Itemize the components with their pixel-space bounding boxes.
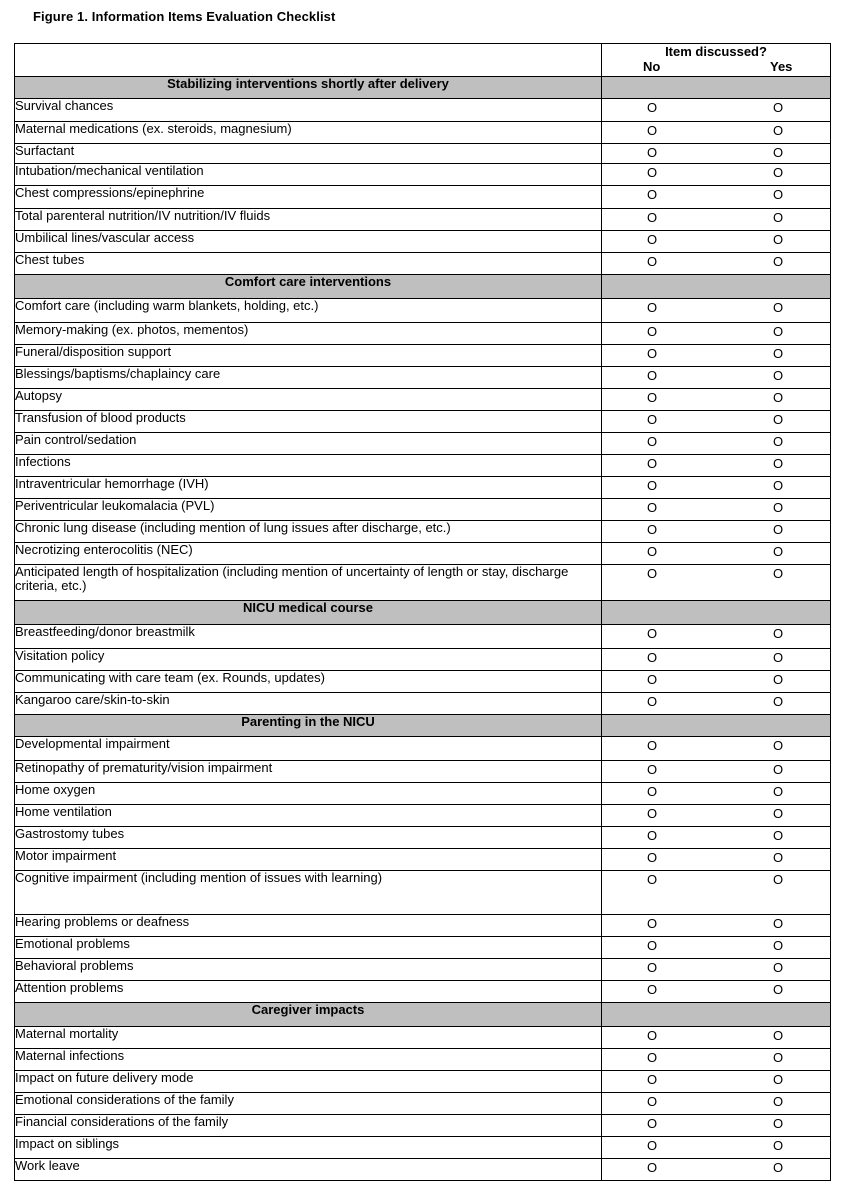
yes-radio-option[interactable]: O — [773, 828, 784, 843]
item-options — [602, 959, 831, 981]
item-label: Infections — [15, 455, 602, 477]
yes-radio-option[interactable]: O — [773, 346, 784, 361]
section-header-row — [15, 601, 831, 625]
item-options — [602, 981, 831, 1003]
checklist-table — [14, 43, 831, 1181]
table-row — [15, 521, 831, 543]
item-label: Emotional considerations of the family — [15, 1093, 602, 1115]
item-options — [602, 455, 831, 477]
table-row — [15, 299, 831, 323]
item-options — [602, 389, 831, 411]
table-row — [15, 389, 831, 411]
table-row — [15, 253, 831, 275]
item-options — [602, 323, 831, 345]
table-row — [15, 1049, 831, 1071]
table-row — [15, 625, 831, 649]
yes-radio-option[interactable]: O — [773, 650, 784, 665]
item-label: Work leave — [15, 1159, 602, 1181]
yes-radio-option[interactable]: O — [773, 100, 784, 115]
table-row — [15, 871, 831, 915]
no-radio-option[interactable]: O — [647, 938, 658, 953]
no-radio-option[interactable]: O — [647, 165, 658, 180]
yes-radio-option[interactable]: O — [773, 1072, 784, 1087]
item-options — [602, 1071, 831, 1093]
yes-radio-option[interactable]: O — [773, 500, 784, 515]
item-label: Maternal infections — [15, 1049, 602, 1071]
item-options — [602, 411, 831, 433]
yes-radio-option[interactable]: O — [773, 960, 784, 975]
section-options-blank — [602, 1003, 831, 1027]
table-row — [15, 499, 831, 521]
table-row — [15, 1071, 831, 1093]
yes-radio-option[interactable]: O — [773, 145, 784, 160]
table-row — [15, 144, 831, 164]
yes-column-header: Yes — [770, 59, 793, 74]
item-options — [602, 737, 831, 761]
table-row — [15, 345, 831, 367]
item-options — [602, 671, 831, 693]
no-radio-option[interactable]: O — [647, 232, 658, 247]
yes-radio-option[interactable]: O — [773, 850, 784, 865]
no-radio-option[interactable]: O — [647, 145, 658, 160]
item-label: Motor impairment — [15, 849, 602, 871]
no-radio-option[interactable]: O — [647, 412, 658, 427]
no-radio-option[interactable]: O — [647, 210, 658, 225]
no-radio-option[interactable]: O — [647, 1138, 658, 1153]
item-options — [602, 783, 831, 805]
table-row — [15, 1159, 831, 1181]
no-radio-option[interactable]: O — [647, 434, 658, 449]
table-row — [15, 649, 831, 671]
item-options — [602, 543, 831, 565]
no-radio-option[interactable]: O — [647, 254, 658, 269]
section-title: Stabilizing interventions shortly after delivery — [15, 77, 602, 99]
table-row — [15, 981, 831, 1003]
table-row — [15, 959, 831, 981]
item-options — [602, 231, 831, 253]
item-label: Attention problems — [15, 981, 602, 1003]
yes-radio-option[interactable]: O — [773, 478, 784, 493]
table-row — [15, 565, 831, 601]
section-options-blank — [602, 601, 831, 625]
item-options — [602, 367, 831, 389]
no-radio-option[interactable]: O — [647, 324, 658, 339]
section-header-row — [15, 77, 831, 99]
item-label: Chest tubes — [15, 253, 602, 275]
yes-radio-option[interactable]: O — [773, 165, 784, 180]
item-discussed-header: Item discussed? — [665, 44, 767, 59]
table-row — [15, 671, 831, 693]
yes-radio-option[interactable]: O — [773, 566, 784, 581]
section-title: Caregiver impacts — [15, 1003, 602, 1027]
item-options — [602, 209, 831, 231]
yes-radio-option[interactable]: O — [773, 784, 784, 799]
no-radio-option[interactable]: O — [647, 650, 658, 665]
no-radio-option[interactable]: O — [647, 806, 658, 821]
table-row — [15, 186, 831, 209]
item-label: Home oxygen — [15, 783, 602, 805]
item-label: Impact on siblings — [15, 1137, 602, 1159]
table-row — [15, 99, 831, 122]
item-label: Emotional problems — [15, 937, 602, 959]
item-label: Maternal mortality — [15, 1027, 602, 1049]
item-options — [602, 521, 831, 543]
no-radio-option[interactable]: O — [647, 828, 658, 843]
yes-radio-option[interactable]: O — [773, 123, 784, 138]
section-options-blank — [602, 77, 831, 99]
section-header-row — [15, 715, 831, 737]
item-label: Intubation/mechanical ventilation — [15, 164, 602, 186]
yes-radio-option[interactable]: O — [773, 806, 784, 821]
yes-radio-option[interactable]: O — [773, 254, 784, 269]
item-options — [602, 693, 831, 715]
item-options — [602, 827, 831, 849]
table-row — [15, 827, 831, 849]
yes-radio-option[interactable]: O — [773, 412, 784, 427]
item-label: Chronic lung disease (including mention of lung issues after discharge, etc.) — [15, 521, 602, 543]
item-label: Umbilical lines/vascular access — [15, 231, 602, 253]
item-label: Kangaroo care/skin-to-skin — [15, 693, 602, 715]
no-radio-option[interactable]: O — [647, 478, 658, 493]
item-label: Retinopathy of prematurity/vision impairment — [15, 761, 602, 783]
item-options — [602, 499, 831, 521]
item-label: Blessings/baptisms/chaplaincy care — [15, 367, 602, 389]
item-options — [602, 871, 831, 915]
no-radio-option[interactable]: O — [647, 784, 658, 799]
item-label: Communicating with care team (ex. Rounds, updates) — [15, 671, 602, 693]
item-label: Behavioral problems — [15, 959, 602, 981]
yes-radio-option[interactable]: O — [773, 1116, 784, 1131]
yes-radio-option[interactable]: O — [773, 762, 784, 777]
item-options — [602, 433, 831, 455]
no-radio-option[interactable]: O — [647, 544, 658, 559]
table-row — [15, 1093, 831, 1115]
table-row — [15, 209, 831, 231]
item-label: Survival chances — [15, 99, 602, 122]
section-options-blank — [602, 275, 831, 299]
no-radio-option[interactable]: O — [647, 1028, 658, 1043]
no-radio-option[interactable]: O — [647, 100, 658, 115]
section-options-blank — [602, 715, 831, 737]
table-row — [15, 122, 831, 144]
no-radio-option[interactable]: O — [647, 672, 658, 687]
yes-radio-option[interactable]: O — [773, 456, 784, 471]
no-radio-option[interactable]: O — [647, 346, 658, 361]
item-label: Impact on future delivery mode — [15, 1071, 602, 1093]
item-options — [602, 345, 831, 367]
item-options — [602, 122, 831, 144]
item-options — [602, 1027, 831, 1049]
item-label: Breastfeeding/donor breastmilk — [15, 625, 602, 649]
item-label: Funeral/disposition support — [15, 345, 602, 367]
no-radio-option[interactable]: O — [647, 300, 658, 315]
table-row — [15, 805, 831, 827]
yes-radio-option[interactable]: O — [773, 1094, 784, 1109]
no-radio-option[interactable]: O — [647, 960, 658, 975]
yes-radio-option[interactable]: O — [773, 390, 784, 405]
item-label: Memory-making (ex. photos, mementos) — [15, 323, 602, 345]
yes-radio-option[interactable]: O — [773, 1160, 784, 1175]
item-label: Anticipated length of hospitalization (including mention of uncertainty of length or stay, discharge criteria, etc.) — [15, 565, 602, 601]
no-column-header: No — [643, 59, 661, 74]
item-options — [602, 164, 831, 186]
item-options — [602, 253, 831, 275]
item-options — [602, 937, 831, 959]
table-row — [15, 411, 831, 433]
table-row — [15, 761, 831, 783]
no-radio-option[interactable]: O — [647, 522, 658, 537]
no-radio-option[interactable]: O — [647, 187, 658, 202]
yes-radio-option[interactable]: O — [773, 626, 784, 641]
yes-radio-option[interactable]: O — [773, 938, 784, 953]
table-row — [15, 455, 831, 477]
no-radio-option[interactable]: O — [647, 916, 658, 931]
yes-radio-option[interactable]: O — [773, 300, 784, 315]
table-row — [15, 543, 831, 565]
item-label: Developmental impairment — [15, 737, 602, 761]
section-title: NICU medical course — [15, 601, 602, 625]
no-radio-option[interactable]: O — [647, 762, 658, 777]
table-row — [15, 849, 831, 871]
yes-radio-option[interactable]: O — [773, 672, 784, 687]
item-label: Visitation policy — [15, 649, 602, 671]
item-options — [602, 849, 831, 871]
no-radio-option[interactable]: O — [647, 982, 658, 997]
no-radio-option[interactable]: O — [647, 390, 658, 405]
item-label: Surfactant — [15, 144, 602, 164]
table-row — [15, 693, 831, 715]
item-options — [602, 1159, 831, 1181]
item-options — [602, 805, 831, 827]
item-options — [602, 477, 831, 499]
table-row — [15, 937, 831, 959]
no-radio-option[interactable]: O — [647, 123, 658, 138]
figure-title: Figure 1. Information Items Evaluation Checklist — [33, 9, 336, 24]
yes-radio-option[interactable]: O — [773, 872, 784, 887]
item-options — [602, 186, 831, 209]
section-header-row — [15, 1003, 831, 1027]
section-title: Parenting in the NICU — [15, 715, 602, 737]
no-radio-option[interactable]: O — [647, 1072, 658, 1087]
yes-radio-option[interactable]: O — [773, 232, 784, 247]
yes-radio-option[interactable]: O — [773, 187, 784, 202]
item-options — [602, 144, 831, 164]
table-row — [15, 1115, 831, 1137]
yes-radio-option[interactable]: O — [773, 522, 784, 537]
item-options — [602, 565, 831, 601]
section-header-row — [15, 275, 831, 299]
table-header-row — [15, 44, 831, 77]
no-radio-option[interactable]: O — [647, 738, 658, 753]
item-label: Chest compressions/epinephrine — [15, 186, 602, 209]
item-label: Pain control/sedation — [15, 433, 602, 455]
item-options — [602, 1093, 831, 1115]
item-label: Necrotizing enterocolitis (NEC) — [15, 543, 602, 565]
table-row — [15, 477, 831, 499]
yes-radio-option[interactable]: O — [773, 694, 784, 709]
table-row — [15, 1027, 831, 1049]
header-options-cell — [602, 44, 831, 77]
no-radio-option[interactable]: O — [647, 368, 658, 383]
item-options — [602, 649, 831, 671]
item-label: Intraventricular hemorrhage (IVH) — [15, 477, 602, 499]
item-label: Home ventilation — [15, 805, 602, 827]
no-radio-option[interactable]: O — [647, 500, 658, 515]
item-label: Autopsy — [15, 389, 602, 411]
item-label: Transfusion of blood products — [15, 411, 602, 433]
item-label: Maternal medications (ex. steroids, magnesium) — [15, 122, 602, 144]
table-row — [15, 231, 831, 253]
item-options — [602, 1137, 831, 1159]
table-row — [15, 915, 831, 937]
no-radio-option[interactable]: O — [647, 850, 658, 865]
item-label: Comfort care (including warm blankets, holding, etc.) — [15, 299, 602, 323]
table-row — [15, 164, 831, 186]
table-row — [15, 783, 831, 805]
section-title: Comfort care interventions — [15, 275, 602, 299]
yes-radio-option[interactable]: O — [773, 434, 784, 449]
yes-radio-option[interactable]: O — [773, 368, 784, 383]
item-options — [602, 1115, 831, 1137]
item-options — [602, 915, 831, 937]
yes-radio-option[interactable]: O — [773, 738, 784, 753]
header-item-cell — [15, 44, 602, 77]
no-radio-option[interactable]: O — [647, 1160, 658, 1175]
yes-radio-option[interactable]: O — [773, 916, 784, 931]
table-row — [15, 1137, 831, 1159]
no-radio-option[interactable]: O — [647, 626, 658, 641]
no-radio-option[interactable]: O — [647, 1094, 658, 1109]
yes-radio-option[interactable]: O — [773, 982, 784, 997]
item-label: Gastrostomy tubes — [15, 827, 602, 849]
yes-radio-option[interactable]: O — [773, 1050, 784, 1065]
yes-radio-option[interactable]: O — [773, 1138, 784, 1153]
yes-radio-option[interactable]: O — [773, 210, 784, 225]
no-radio-option[interactable]: O — [647, 1116, 658, 1131]
item-options — [602, 99, 831, 122]
item-label: Periventricular leukomalacia (PVL) — [15, 499, 602, 521]
item-options — [602, 1049, 831, 1071]
yes-radio-option[interactable]: O — [773, 544, 784, 559]
table-row — [15, 433, 831, 455]
item-label: Financial considerations of the family — [15, 1115, 602, 1137]
item-label: Total parenteral nutrition/IV nutrition/IV fluids — [15, 209, 602, 231]
item-options — [602, 299, 831, 323]
yes-radio-option[interactable]: O — [773, 1028, 784, 1043]
no-radio-option[interactable]: O — [647, 1050, 658, 1065]
no-radio-option[interactable]: O — [647, 694, 658, 709]
no-radio-option[interactable]: O — [647, 566, 658, 581]
item-options — [602, 625, 831, 649]
item-label: Cognitive impairment (including mention of issues with learning) — [15, 871, 602, 915]
item-label: Hearing problems or deafness — [15, 915, 602, 937]
table-row — [15, 323, 831, 345]
item-options — [602, 761, 831, 783]
no-radio-option[interactable]: O — [647, 872, 658, 887]
no-radio-option[interactable]: O — [647, 456, 658, 471]
table-row — [15, 367, 831, 389]
yes-radio-option[interactable]: O — [773, 324, 784, 339]
table-row — [15, 737, 831, 761]
